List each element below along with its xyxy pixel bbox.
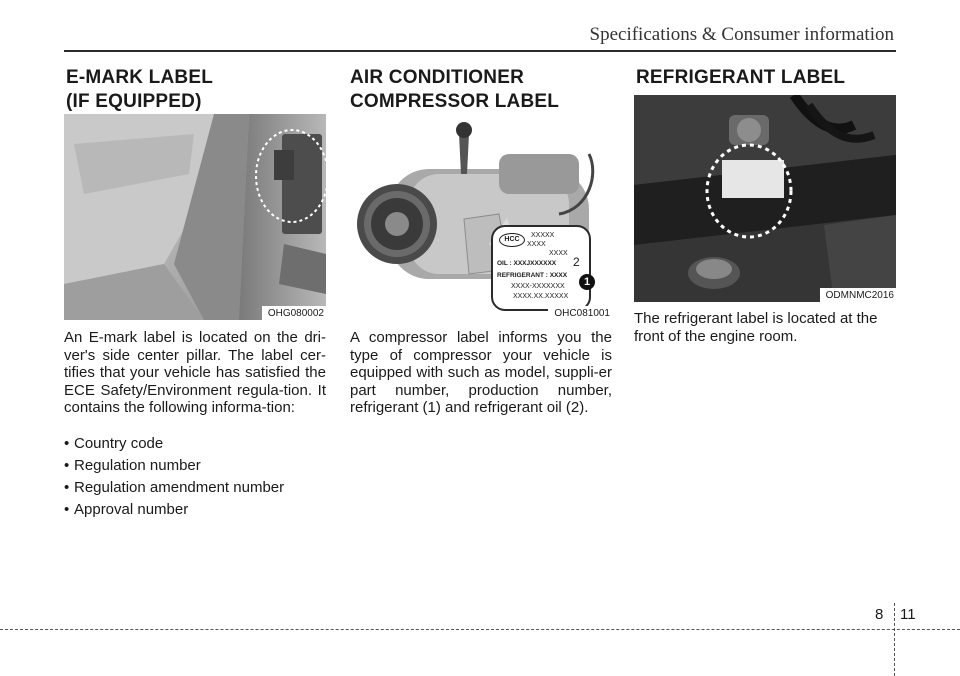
emark-heading xyxy=(66,66,328,114)
label-oil-line: OIL : XXXJXXXXXX xyxy=(497,260,557,267)
callout-number-1: 1 xyxy=(579,274,595,290)
footer-divider xyxy=(894,603,895,676)
pillar-illustration xyxy=(64,114,326,320)
bullet-item: • Regulation amendment number xyxy=(64,477,326,499)
compressor-paragraph: A compressor label informs you the type of compressor your vehicle is equipped with such as model, suppli-er part number, production number, refrigerant (1) and refrigerant oil (2). xyxy=(350,329,612,417)
emark-heading-line1: E-MARK LABEL xyxy=(66,67,213,88)
emark-paragraph: An E-mark label is located on the dri-ver's side center pillar. The label cer-tifies that your vehicle has satisfied the ECE Safety/Environment regula-tion. It contains the following informa-tion: xyxy=(64,329,326,417)
refrigerant-paragraph: The refrigerant label is located at the front of the engine room. xyxy=(634,310,878,345)
page-number: 11 xyxy=(900,606,916,623)
bullet-item: • Approval number xyxy=(64,499,326,521)
compressor-heading xyxy=(350,66,612,114)
header-rule xyxy=(64,50,896,52)
compressor-image-code: OHC081001 xyxy=(548,306,612,320)
label-line: XXXX xyxy=(549,250,568,257)
compressor-label-callout xyxy=(491,225,591,311)
compressor-heading-line2: COMPRESSOR LABEL xyxy=(350,91,560,112)
label-line: XXXX xyxy=(527,241,546,248)
compressor-heading-line1: AIR CONDITIONER xyxy=(350,67,524,88)
emark-heading-line2: (IF EQUIPPED) xyxy=(66,91,202,112)
hcc-logo: HCC xyxy=(499,233,525,247)
section-number: 8 xyxy=(875,606,884,623)
label-line: XXXXX xyxy=(531,232,555,239)
callout-number-2: 2 xyxy=(573,255,580,269)
compressor-photo xyxy=(349,114,612,320)
emark-image-code: OHG080002 xyxy=(262,306,326,320)
bullet-item: • Country code xyxy=(64,433,326,455)
footer-rule xyxy=(0,629,960,630)
refrigerant-heading-line1: REFRIGERANT LABEL xyxy=(636,67,846,88)
label-line: XXXX-XXXXXXX xyxy=(511,283,565,290)
refrigerant-photo xyxy=(634,95,896,302)
emark-photo xyxy=(64,114,326,320)
label-line: XXXX.XX.XXXXX xyxy=(513,293,569,300)
refrigerant-heading xyxy=(636,66,898,90)
label-refrigerant-line: REFRIGERANT : XXXX xyxy=(497,272,568,279)
refrigerant-image-code: ODMNMC2016 xyxy=(820,288,896,302)
bullet-item: • Regulation number xyxy=(64,455,326,477)
running-header: Specifications & Consumer information xyxy=(589,24,894,45)
emark-bullet-list xyxy=(64,433,326,521)
engine-room-illustration xyxy=(634,95,896,302)
